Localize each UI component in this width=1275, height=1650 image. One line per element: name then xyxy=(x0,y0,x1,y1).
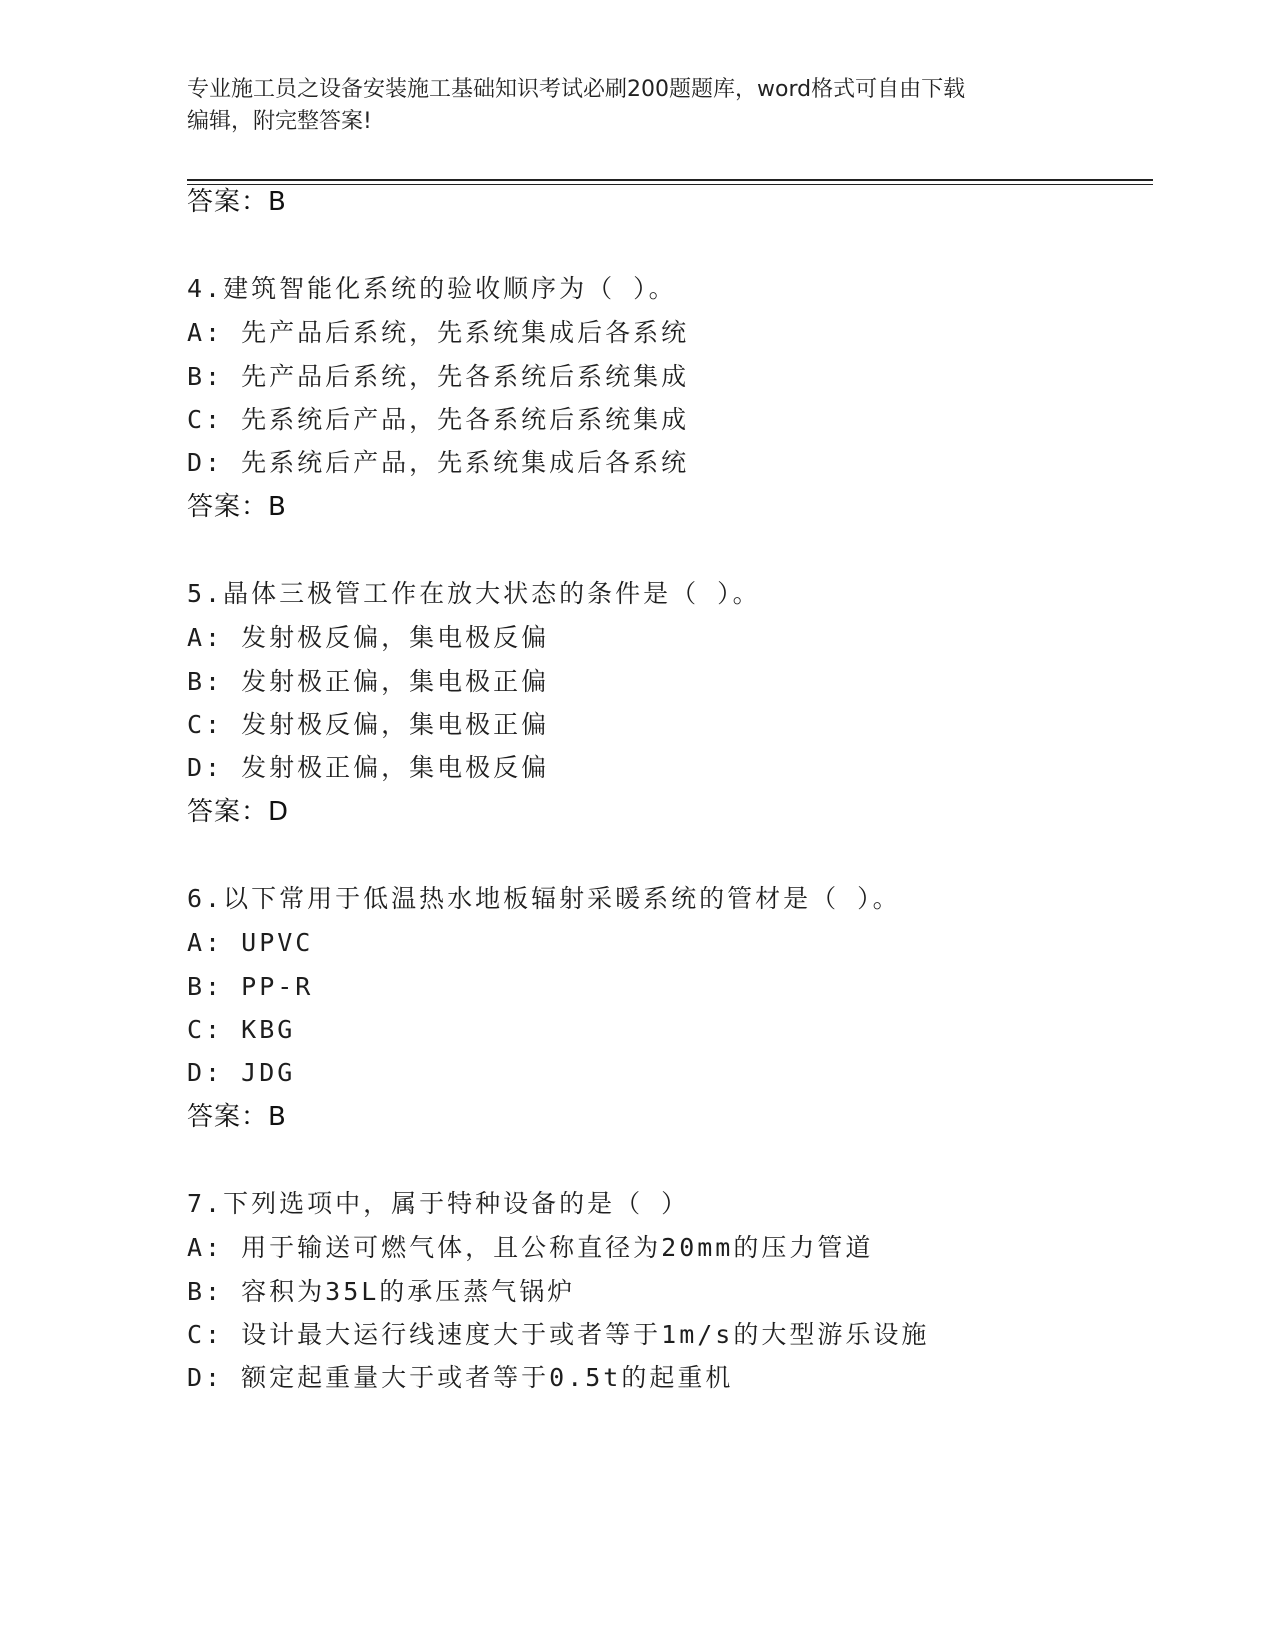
question-4-option-b: B: 先产品后系统，先各系统后系统集成 xyxy=(187,362,690,391)
question-7-stem: 7.下列选项中，属于特种设备的是（ ） xyxy=(187,1189,690,1218)
question-6-stem: 6.以下常用于低温热水地板辐射采暖系统的管材是（ ）。 xyxy=(187,884,901,913)
question-5-option-b: B: 发射极正偏，集电极正偏 xyxy=(187,667,550,696)
question-7-option-b: B: 容积为35L的承压蒸气锅炉 xyxy=(187,1277,576,1306)
question-4-option-a: A: 先产品后系统，先系统集成后各系统 xyxy=(187,318,690,347)
question-6-answer: 答案：B xyxy=(187,1102,287,1132)
question-4-answer: 答案：B xyxy=(187,492,287,522)
question-5-option-a: A: 发射极反偏，集电极反偏 xyxy=(187,623,550,652)
document-header xyxy=(187,74,1087,138)
answer-prev: 答案：B xyxy=(187,187,287,217)
question-4-stem: 4.建筑智能化系统的验收顺序为（ ）。 xyxy=(187,274,677,303)
question-7-option-a: A: 用于输送可燃气体，且公称直径为20mm的压力管道 xyxy=(187,1233,874,1262)
question-6-option-a: A: UPVC xyxy=(187,928,314,957)
question-6-option-b: B: PP-R xyxy=(187,972,314,1001)
header-rule-thin xyxy=(187,184,1153,185)
question-5-stem: 5.晶体三极管工作在放大状态的条件是（ ）。 xyxy=(187,579,761,608)
question-6-option-d: D: JDG xyxy=(187,1058,296,1087)
header-rule-thick xyxy=(187,179,1153,181)
question-5-answer: 答案：D xyxy=(187,797,290,827)
question-7-option-d: D: 额定起重量大于或者等于0.5t的起重机 xyxy=(187,1363,734,1392)
question-4-option-c: C: 先系统后产品，先各系统后系统集成 xyxy=(187,405,690,434)
header-line-2: 编辑，附完整答案! xyxy=(187,109,372,134)
question-5-option-c: C: 发射极反偏，集电极正偏 xyxy=(187,710,550,739)
header-line-1: 专业施工员之设备安装施工基础知识考试必刷200题题库，word格式可自由下载 xyxy=(187,77,966,102)
question-5-option-d: D: 发射极正偏，集电极反偏 xyxy=(187,753,550,782)
question-6-option-c: C: KBG xyxy=(187,1015,296,1044)
question-7-option-c: C: 设计最大运行线速度大于或者等于1m/s的大型游乐设施 xyxy=(187,1320,930,1349)
question-4-option-d: D: 先系统后产品，先系统集成后各系统 xyxy=(187,448,690,477)
